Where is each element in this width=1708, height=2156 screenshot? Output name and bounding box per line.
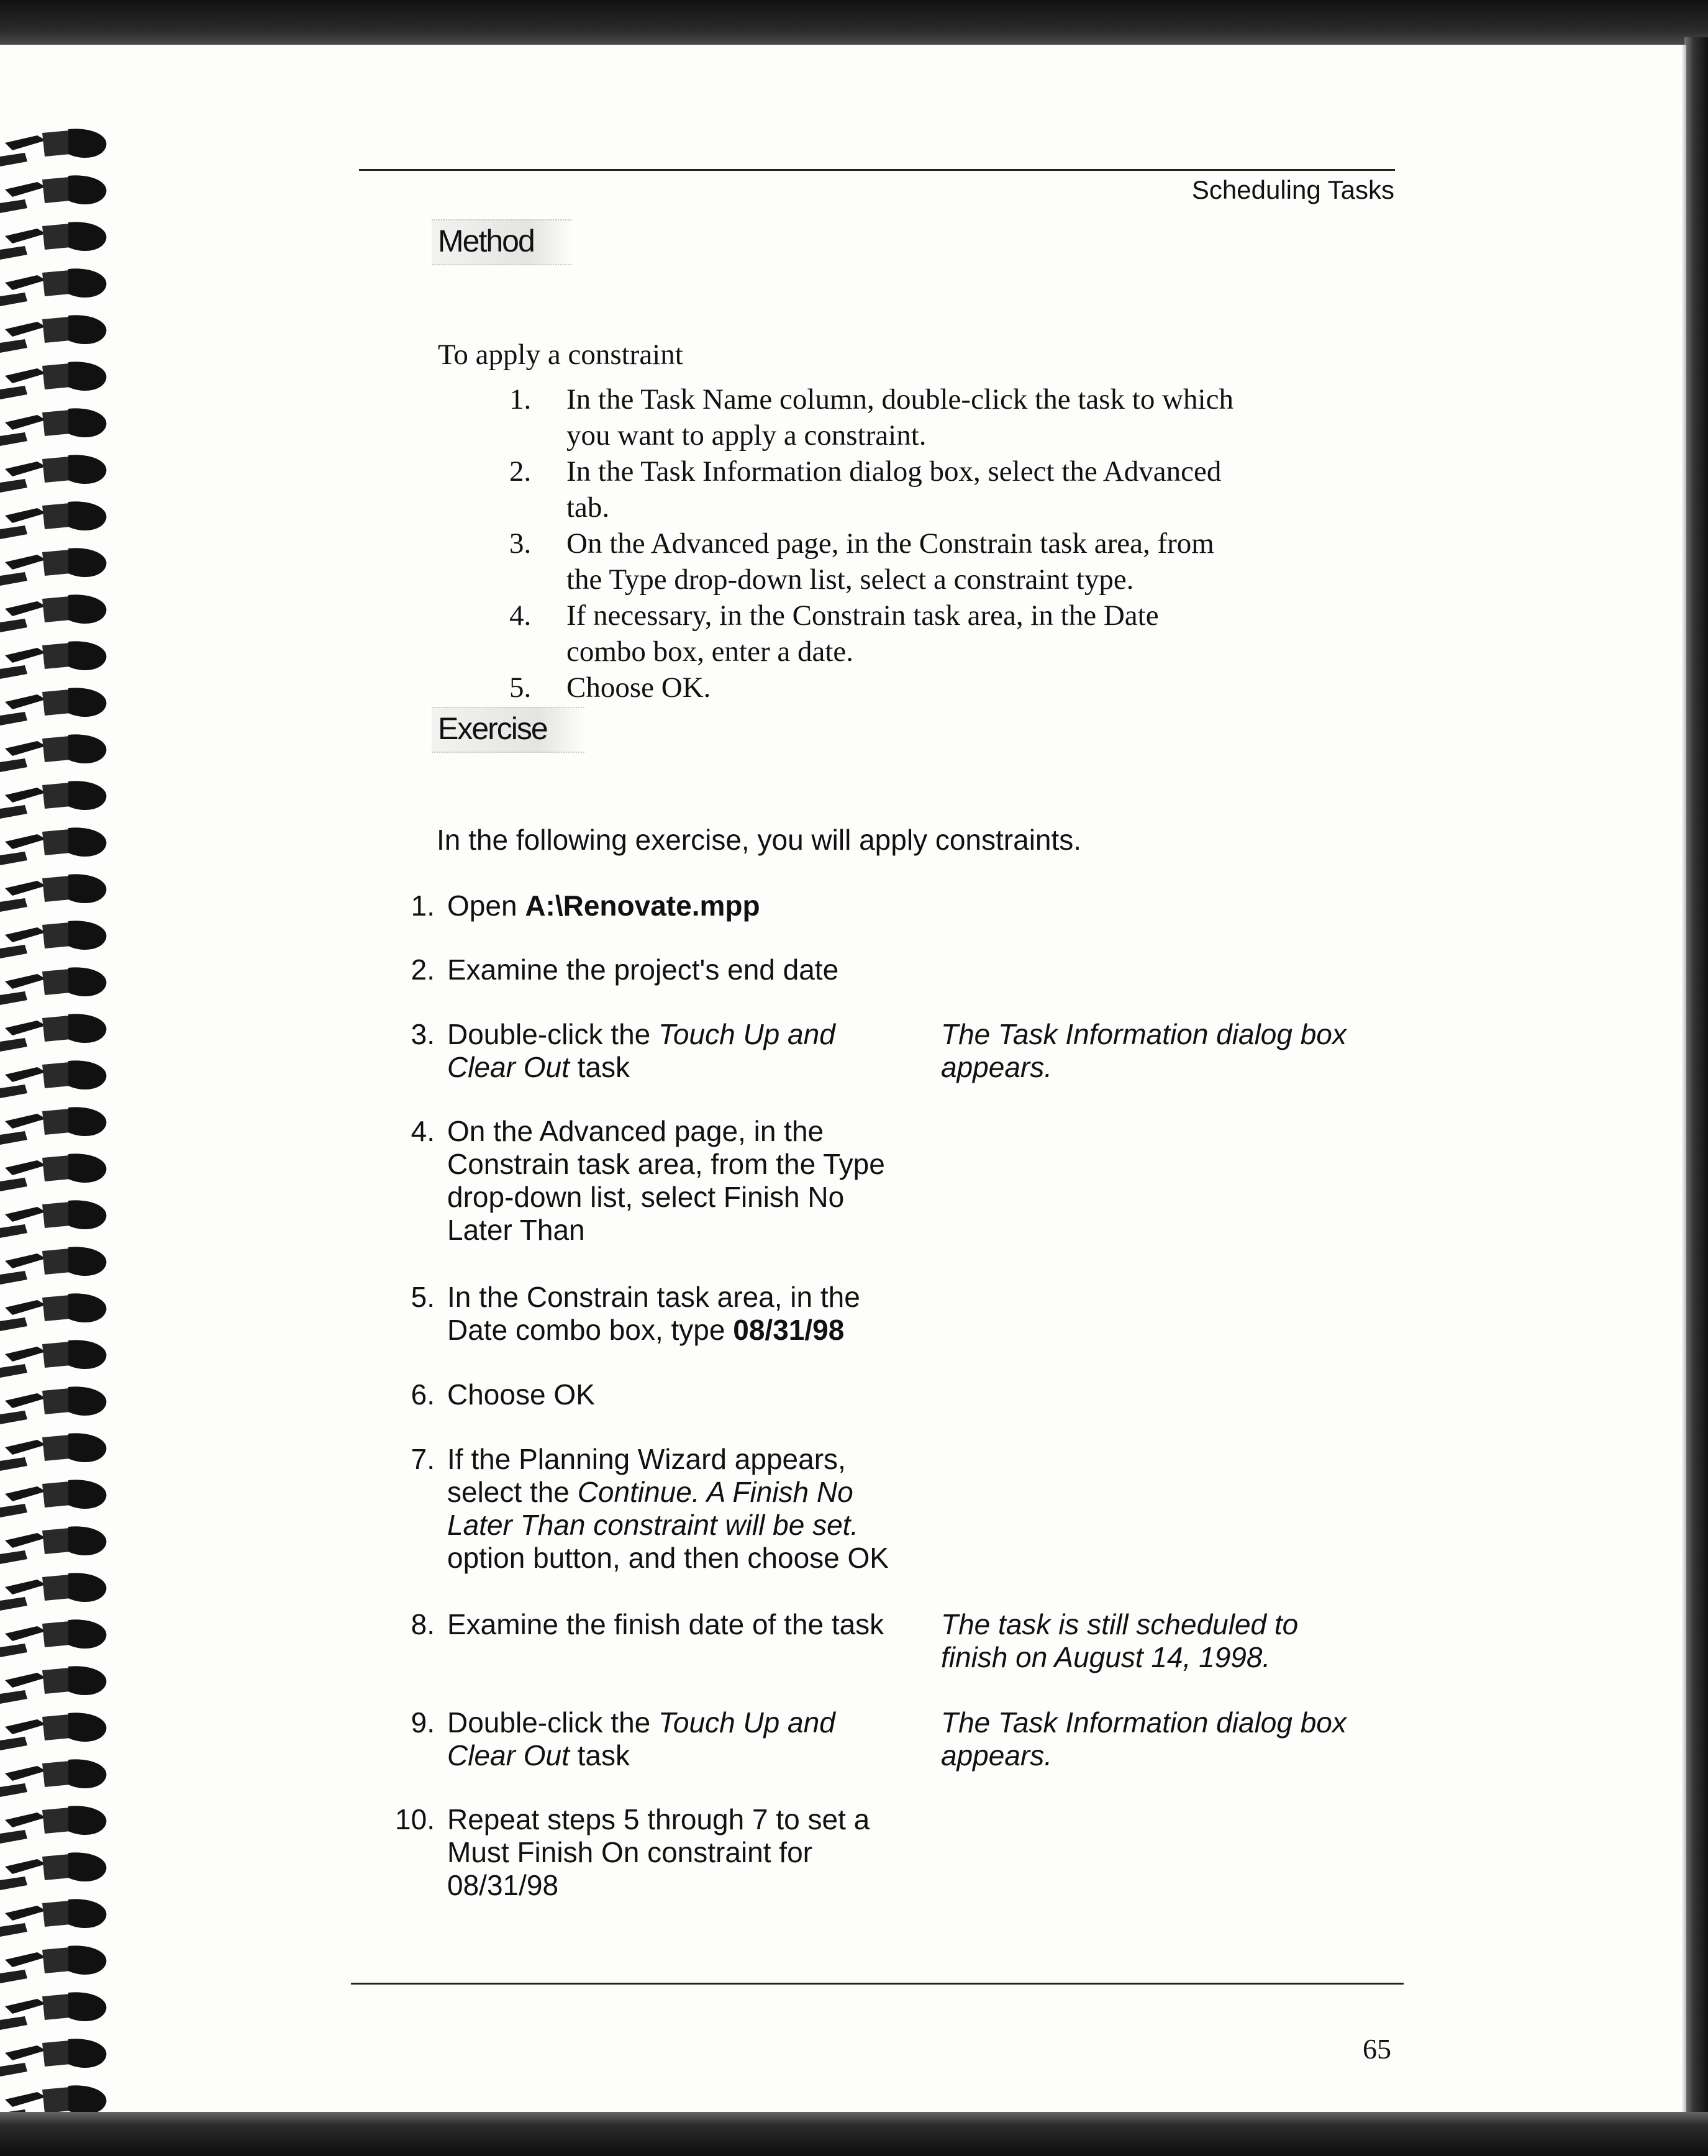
task-name: Clear Out: [447, 1739, 570, 1772]
step-number: 2.: [411, 953, 435, 986]
binding-coil: [0, 1153, 106, 1191]
step-text: Double-click the: [447, 1706, 659, 1739]
binding-coil: [0, 734, 106, 772]
binding-coil: [0, 1852, 106, 1890]
step-number: 5.: [411, 1281, 435, 1313]
step-note: [941, 1018, 1388, 1084]
option-name: Later Than constraint will be set.: [447, 1509, 859, 1541]
step-number: 6.: [411, 1378, 435, 1411]
list-item: [509, 525, 1317, 598]
step-text: task: [569, 1051, 630, 1083]
scan-border-bottom: [0, 2112, 1708, 2156]
binding-coil: [0, 129, 106, 166]
binding-coil: [0, 1945, 106, 1983]
method-heading: Method: [432, 219, 571, 265]
binding-coil: [0, 268, 106, 306]
step-text: drop-down list, select Finish No: [447, 1181, 845, 1213]
footer-rule: [351, 1983, 1404, 1985]
step-text: If necessary, in the Constrain task area, in the Date: [566, 599, 1159, 632]
spiral-binding: [0, 113, 124, 2138]
binding-coil: [0, 1340, 106, 1378]
note-text: finish on August 14, 1998.: [941, 1641, 1271, 1673]
note-text: The Task Information dialog box: [941, 1018, 1347, 1050]
binding-coil: [0, 1247, 106, 1285]
step-number: 4.: [411, 1115, 435, 1147]
step-text: select the: [447, 1476, 578, 1508]
note-text: The task is still scheduled to: [941, 1608, 1299, 1640]
binding-coil: [0, 548, 106, 586]
binding-coil: [0, 1386, 106, 1424]
step-number: 1.: [411, 889, 435, 922]
binding-coil: [0, 1107, 106, 1145]
step-text: tab.: [566, 491, 610, 524]
step-text: Double-click the: [447, 1018, 659, 1050]
document-page: [0, 45, 1686, 2116]
step-text: combo box, enter a date.: [566, 635, 853, 668]
step-text: On the Advanced page, in the: [447, 1115, 824, 1147]
binding-coil: [0, 1573, 106, 1611]
step-number: 8.: [411, 1608, 435, 1640]
binding-coil: [0, 455, 106, 493]
list-item: [509, 670, 1317, 706]
task-name: Touch Up and: [658, 1706, 835, 1739]
step-text: 08/31/98: [447, 1869, 559, 1901]
header-rule: [359, 169, 1395, 171]
binding-coil: [0, 781, 106, 819]
method-intro: To apply a constraint: [438, 339, 683, 371]
step-text: In the Task Name column, double-click the task to which: [566, 383, 1233, 416]
step-text: Choose OK: [447, 1378, 595, 1411]
binding-coil: [0, 1526, 106, 1564]
binding-coil: [0, 175, 106, 213]
binding-coil: [0, 1060, 106, 1098]
binding-coil: [0, 1619, 106, 1657]
binding-coil: [0, 222, 106, 260]
list-item: [509, 598, 1317, 670]
step-text: Examine the finish date of the task: [447, 1608, 884, 1640]
exercise-step: [366, 1443, 901, 1575]
binding-coil: [0, 1200, 106, 1238]
note-text: appears.: [941, 1051, 1053, 1083]
binding-coil: [0, 827, 106, 865]
step-text: Must Finish On constraint for: [447, 1836, 812, 1868]
step-text: In the Constrain task area, in the: [447, 1281, 860, 1313]
step-number: 9.: [411, 1706, 435, 1739]
binding-coil: [0, 874, 106, 912]
exercise-intro: In the following exercise, you will apply constraints.: [437, 824, 1082, 856]
binding-coil: [0, 641, 106, 679]
exercise-step: [366, 1281, 901, 1347]
step-text: On the Advanced page, in the Constrain task area, from: [566, 527, 1214, 560]
step-number: 3.: [509, 527, 532, 560]
step-text: Examine the project's end date: [447, 953, 839, 986]
scan-border-top: [0, 0, 1708, 50]
binding-coil: [0, 315, 106, 353]
binding-coil: [0, 1666, 106, 1704]
task-name: Touch Up and: [658, 1018, 835, 1050]
exercise-heading: Exercise: [432, 707, 584, 753]
exercise-step: [366, 1706, 901, 1772]
step-text: task: [569, 1739, 630, 1772]
exercise-step: [366, 953, 901, 986]
binding-coil: [0, 1433, 106, 1471]
binding-coil: [0, 1899, 106, 1937]
option-name: Continue. A Finish No: [577, 1476, 853, 1508]
step-text: option button, and then choose OK: [447, 1542, 889, 1574]
step-text: you want to apply a constraint.: [566, 419, 927, 452]
binding-coil: [0, 594, 106, 632]
binding-coil: [0, 967, 106, 1005]
step-text: Open: [447, 889, 525, 922]
exercise-step: [366, 1115, 901, 1247]
note-text: appears.: [941, 1739, 1053, 1772]
note-text: The Task Information dialog box: [941, 1706, 1347, 1739]
binding-coil: [0, 921, 106, 958]
binding-coil: [0, 408, 106, 446]
binding-coil: [0, 1759, 106, 1797]
step-number: 5.: [509, 671, 532, 704]
binding-coil: [0, 2039, 106, 2076]
step-note: [941, 1608, 1388, 1674]
task-name: Clear Out: [447, 1051, 570, 1083]
scan-border-right: [1684, 37, 1708, 2118]
step-number: 7.: [411, 1443, 435, 1475]
method-steps: [509, 381, 1317, 706]
binding-coil: [0, 362, 106, 399]
binding-coil: [0, 1014, 106, 1052]
exercise-step: [366, 1018, 901, 1084]
exercise-step: [366, 1608, 901, 1641]
step-text: If the Planning Wizard appears,: [447, 1443, 846, 1475]
file-name: A:\Renovate.mpp: [525, 889, 760, 922]
step-number: 2.: [509, 455, 532, 488]
step-text: Constrain task area, from the Type: [447, 1148, 885, 1180]
step-number: 10.: [395, 1803, 435, 1835]
step-text: In the Task Information dialog box, select the Advanced: [566, 455, 1222, 488]
step-text: Later Than: [447, 1214, 585, 1246]
list-item: [509, 381, 1317, 453]
binding-coil: [0, 1992, 106, 2030]
step-number: 1.: [509, 383, 532, 416]
binding-coil: [0, 501, 106, 539]
step-note: [941, 1706, 1388, 1772]
step-text: Choose OK.: [566, 671, 711, 704]
binding-coil: [0, 1293, 106, 1331]
binding-coil: [0, 1480, 106, 1517]
step-text: the Type drop-down list, select a constraint type.: [566, 563, 1134, 596]
step-number: 3.: [411, 1018, 435, 1050]
page-number: 65: [1363, 2033, 1391, 2065]
date-value: 08/31/98: [733, 1314, 845, 1346]
step-text: Repeat steps 5 through 7 to set a: [447, 1803, 870, 1835]
step-number: 4.: [509, 599, 532, 632]
list-item: [509, 453, 1317, 525]
binding-coil: [0, 1806, 106, 1844]
step-text: Date combo box, type: [447, 1314, 734, 1346]
binding-coil: [0, 688, 106, 725]
binding-coil: [0, 1713, 106, 1750]
exercise-step: [366, 889, 901, 922]
exercise-step: [366, 1803, 901, 1902]
exercise-step: [366, 1378, 901, 1411]
running-header: Scheduling Tasks: [1191, 175, 1394, 204]
